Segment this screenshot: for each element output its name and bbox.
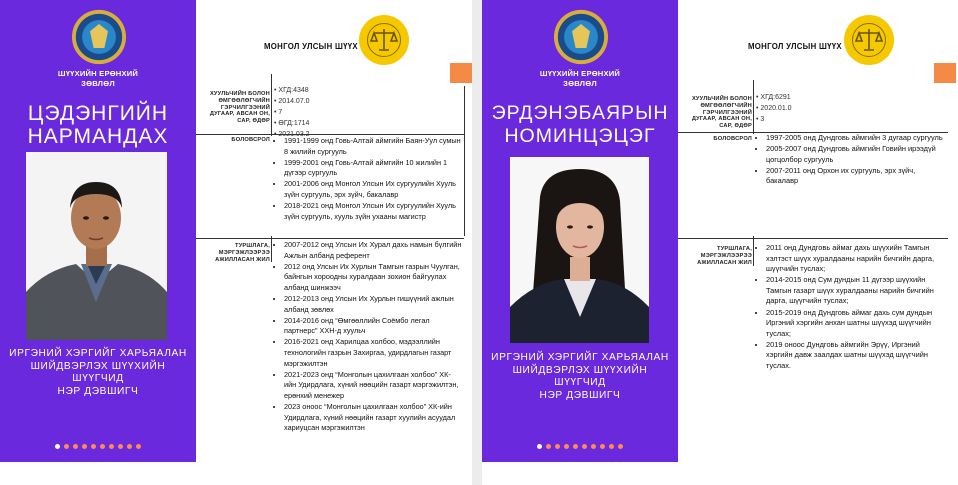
portrait-woman: [510, 157, 649, 343]
candidate-name: ЭРДЭНЭБАЯРЫН НОМИНЦЭЦЭГ: [491, 102, 669, 147]
list-item: • 1999-2001 онд Говь-Алтай аймгийн 10 жилийн 1 дүгээр сургууль: [284, 158, 462, 179]
candidate-photo: [26, 152, 167, 340]
list-item: • 2001-2006 онд Монгол Улсын Их сургуулийн Хууль зүйн сургууль, эрх зүйч, бакалавр: [284, 179, 462, 200]
education-list: [276, 136, 462, 223]
list-item: • 2014-2016 онд “Өмгөөллийн Соёмбо легал партнерс” ХХН-д хуульч: [284, 316, 462, 337]
registration-label: ХУУЛЬЧИЙН БОЛОН ӨМГӨӨЛӨГЧИЙН ГЭРЧИЛГЭЭНИЙ ДУГААР, АВСАН ОН, САР, ӨДӨР: [209, 91, 270, 125]
page-dot[interactable]: [118, 444, 123, 449]
court-title: МОНГОЛ УЛСЫН ШҮҮХ: [748, 42, 842, 51]
page-dot[interactable]: [537, 444, 542, 449]
list-item: • 1997-2005 онд Дундговь аймгийн 3 дугаар сургууль: [766, 133, 944, 144]
page-dot[interactable]: [618, 444, 623, 449]
candidate-caption: ИРГЭНИЙ ХЭРГИЙГ ХАРЬЯАЛАН ШИЙДВЭРЛЭХ ШҮҮХИЙН ШҮҮГЧИД НЭР ДЭВШИГЧ: [9, 348, 187, 397]
left-panel: [482, 0, 678, 462]
list-item: • 2007-2011 онд Орхон их сургууль, эрх зүйч, бакалавр: [766, 166, 944, 187]
page-dot[interactable]: [600, 444, 605, 449]
page-dot[interactable]: [109, 444, 114, 449]
candidate-caption: ИРГЭНИЙ ХЭРГИЙГ ХАРЬЯАЛАН ШИЙДВЭРЛЭХ ШҮҮХИЙН ШҮҮГЧИД НЭР ДЭВШИГЧ: [491, 352, 669, 401]
page-dot[interactable]: [564, 444, 569, 449]
registration-values: • ХГД:6291 • 2020.01.0 • 3: [756, 92, 792, 125]
page-dot[interactable]: [127, 444, 132, 449]
left-panel: [0, 0, 196, 462]
scales-of-justice-icon: [359, 15, 409, 65]
page-indicator: [0, 436, 196, 454]
registration-label: ХУУЛЬЧИЙН БОЛОН ӨМГӨӨЛӨГЧИЙН ГЭРЧИЛГЭЭНИЙ ДУГААР, АВСАН ОН, САР, ӨДӨР: [691, 96, 752, 130]
list-item: • 2011 онд Дундговь аймаг дахь шүүхийн Тамгын хэлтэст шүүх хуралдааны нарийн бичгийн дарга, шүүгчийн туслах;: [766, 243, 944, 275]
list-item: • 2021-2023 онд “Монголын цахилгаан холбоо” ХК-ийн Удирдлага, хүний нөөцийн газарт мэргэжилтэн, ерөнхий менежер: [284, 370, 462, 402]
page-dot[interactable]: [91, 444, 96, 449]
page-dot[interactable]: [55, 444, 60, 449]
education-list: [758, 133, 944, 187]
page-dot[interactable]: [591, 444, 596, 449]
horizontal-rule: [678, 238, 948, 239]
page-dot[interactable]: [573, 444, 578, 449]
experience-label: ТУРШЛАГА, МЭРГЭЖЛЭЭРЭЭ АЖИЛЛАСАН ЖИЛ: [697, 246, 752, 266]
list-item: • 2014-2015 онд Сум дундын 11 дүгээр шүүхийн Тамгын газарт шүүх хуралдааны нарийн бичгийн дарга, шүүгчийн туслах;: [766, 275, 944, 307]
education-label: БОЛОВСРОЛ: [713, 136, 752, 142]
candidate-card-1: [0, 0, 472, 470]
education-label: БОЛОВСРОЛ: [231, 137, 270, 143]
page-dot[interactable]: [82, 444, 87, 449]
page-dot[interactable]: [546, 444, 551, 449]
candidate-name: ЦЭДЭНГИЙН НАРМАНДАХ: [27, 102, 169, 148]
list-item: • 2019 оноос Дундговь аймгийн Эрүү, Иргэний хэргийн давж заалдах шатны шүүхэд шүүгчийн туслах.: [766, 340, 944, 372]
court-emblem-icon: [72, 8, 126, 66]
list-item: • 2023 оноос “Монголын цахилгаан холбоо” ХК-ийн Удирдлага, хүний нөөцийн газарт хуулийн асуудал хариуцсан мэргэжилтэн: [284, 402, 462, 434]
list-item: • 2005-2007 онд Дундговь аймгийн Говийн ирээдүй цогцолбор сургууль: [766, 144, 944, 165]
page-indicator: [482, 436, 678, 454]
page-dot[interactable]: [73, 444, 78, 449]
candidate-card-2: [482, 0, 956, 470]
registration-values: • ХГД:4348 • 2014.07.0 • 7 • ӨГД:1714 • 2021.03.2: [274, 85, 310, 136]
list-item: • 2016-2021 онд Харилцаа холбоо, мэдээллийн технологийн газрын Захиргаа, удирдлагын газарт мэргэжилтэн: [284, 337, 462, 369]
candidate-photo: [510, 157, 649, 343]
court-emblem-icon: [554, 8, 608, 66]
list-item: • 2015-2019 онд Дундговь аймаг дахь сум дундын Иргэний хэргийн анхан шатны шүүхэд шүүгчийн туслах;: [766, 308, 944, 340]
vertical-rule: [271, 74, 272, 136]
experience-list: [758, 243, 944, 372]
vertical-rule: [464, 86, 465, 236]
orange-tab: [934, 63, 956, 83]
council-name: ШҮҮХИЙН ЕРӨНХИЙ ЗӨВЛӨЛ: [539, 69, 621, 88]
orange-tab: [450, 63, 472, 83]
list-item: • 2007-2012 онд Улсын Их Хурал дахь намын бүлгийн Ажлын албанд референт: [284, 240, 462, 261]
list-item: • 2012 онд Улсын Их Хурлын Тамгын газрын Чуулган, байнгын хороодны хуралдаан зохион байгуулах албанд шинжээч: [284, 262, 462, 294]
list-item: • 2018-2021 онд Монгол Улсын Их сургуулийн Хууль зүйн сургууль, хууль зүйн ухааны магистр: [284, 201, 462, 222]
info-panel: [196, 0, 472, 470]
horizontal-rule: [196, 238, 464, 239]
page-dot[interactable]: [136, 444, 141, 449]
scales-of-justice-icon: [844, 15, 894, 65]
vertical-rule: [753, 80, 754, 134]
page-dot[interactable]: [64, 444, 69, 449]
court-title: МОНГОЛ УЛСЫН ШҮҮХ: [264, 42, 358, 51]
info-panel: [678, 0, 956, 470]
list-item: • 2012-2013 онд Улсын Их Хурлын гишүүний ажлын албанд зөвлөх: [284, 294, 462, 315]
portrait-man: [26, 152, 167, 340]
page-dot[interactable]: [555, 444, 560, 449]
list-item: • 1991-1999 онд Говь-Алтай аймгийн Баян-Уул сумын 8 жилийн сургууль: [284, 136, 462, 157]
card-separator: [472, 0, 482, 485]
experience-list: [276, 240, 462, 434]
council-name: ШҮҮХИЙН ЕРӨНХИЙ ЗӨВЛӨЛ: [57, 69, 139, 88]
page-dot[interactable]: [100, 444, 105, 449]
experience-label: ТУРШЛАГА, МЭРГЭЖЛЭЭРЭЭ АЖИЛЛАСАН ЖИЛ: [215, 243, 270, 263]
horizontal-rule: [196, 134, 464, 135]
page-dot[interactable]: [609, 444, 614, 449]
page-dot[interactable]: [582, 444, 587, 449]
